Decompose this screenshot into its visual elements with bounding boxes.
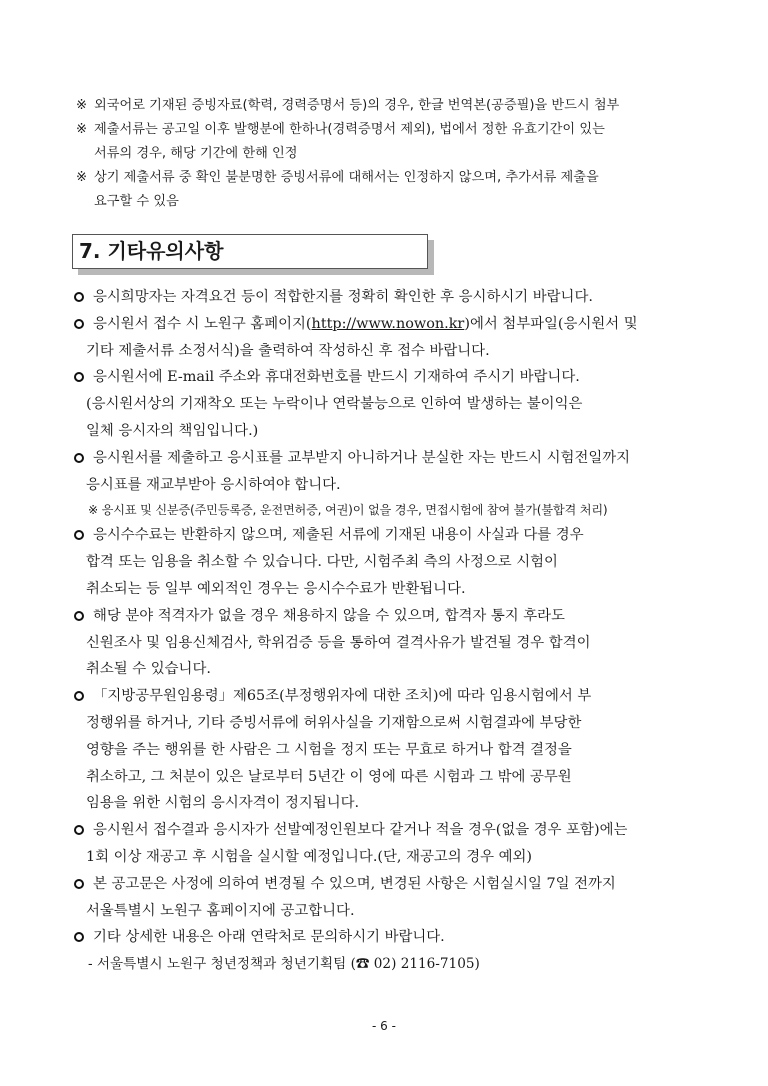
list-item-continuation: 취소되는 등 일부 예외적인 경우는 응시수수료가 반환됩니다. [86, 580, 466, 597]
list-item-continuation: (응시원서상의 기재착오 또는 누락이나 연락불능으로 인하여 발생하는 불이익은 [86, 396, 583, 413]
section-title: 7. 기타유의사항 [79, 239, 224, 263]
circle-bullet-icon [74, 292, 84, 302]
circle-bullet-icon [74, 879, 84, 889]
note-line: 서류의 경우, 해당 기간에 한해 인정 [94, 146, 298, 161]
list-item-continuation: 합격 또는 임용을 취소할 수 있습니다. 다만, 시험주최 측의 사정으로 시험이 [86, 554, 558, 571]
circle-bullet-icon [74, 319, 84, 329]
note-line: 요구할 수 있음 [94, 194, 179, 209]
section-header [72, 234, 428, 269]
page-number: - 6 - [372, 1019, 396, 1033]
notice-list [74, 284, 704, 978]
circle-bullet-icon [74, 453, 84, 463]
list-item-continuation: 취소될 수 있습니다. [86, 661, 211, 678]
list-item-continuation: 영향을 주는 행위를 한 사람은 그 시험을 정지 또는 무효로 하거나 합격 결정을 [86, 741, 572, 758]
note-line: ※ 제출서류는 공고일 이후 발행분에 한하나(경력증명서 제외), 법에서 정한 유효기간이 있는 [76, 122, 605, 137]
list-item: 응시원서에 E-mail 주소와 휴대전화번호를 반드시 기재하여 주시기 바랍니다. [74, 364, 704, 391]
list-item-continuation: 일체 응시자의 책임입니다.) [86, 422, 259, 439]
circle-bullet-icon [74, 932, 84, 942]
list-item-continuation: 취소하고, 그 처분이 있은 날로부터 5년간 이 영에 따른 시험과 그 밖에 공무원 [86, 768, 572, 785]
list-item: 응시수수료는 반환하지 않으며, 제출된 서류에 기재된 내용이 사실과 다를 경우 [74, 522, 704, 549]
list-item: 응시원서를 제출하고 응시표를 교부받지 아니하거나 분실한 자는 반드시 시험전일까지 [74, 445, 704, 472]
circle-bullet-icon [74, 691, 84, 701]
list-item-continuation: 1회 이상 재공고 후 시험을 실시할 예정입니다.(단, 재공고의 경우 예외) [86, 848, 533, 865]
list-item-continuation: 서울특별시 노원구 홈페이지에 공고합니다. [86, 902, 355, 919]
list-item-note: ※ 응시표 및 신분증(주민등록증, 운전면허증, 여권)이 없을 경우, 면접시험에 참여 불가(불합격 처리) [88, 503, 608, 518]
circle-bullet-icon [74, 611, 84, 621]
list-item: 응시희망자는 자격요건 등이 적합한지를 정확히 확인한 후 응시하시기 바랍니다. [74, 284, 704, 311]
list-item-continuation: 응시표를 재교부받아 응시하여야 합니다. [86, 476, 341, 493]
document-notes [76, 94, 706, 214]
list-item: 본 공고문은 사정에 의하여 변경될 수 있으며, 변경된 사항은 시험실시일 7일 전까지 [74, 871, 704, 898]
homepage-link[interactable]: http://www.nowon.kr [311, 315, 465, 332]
list-item: 응시원서 접수 시 노원구 홈페이지(http://www.nowon.kr)에서 첨부파일(응시원서 및 [74, 311, 704, 338]
list-item-continuation: 신원조사 및 임용신체검사, 학위검증 등을 통하여 결격사유가 발견될 경우 합격이 [86, 634, 591, 651]
contact-line: - 서울특별시 노원구 청년정책과 청년기획팀 (☎ 02) 2116-7105) [88, 956, 480, 973]
note-line: ※ 외국어로 기재된 증빙자료(학력, 경력증명서 등)의 경우, 한글 번역본(공증필)을 반드시 첨부 [76, 98, 620, 113]
note-line: ※ 상기 제출서류 중 확인 불분명한 증빙서류에 대해서는 인정하지 않으며, 추가서류 제출을 [76, 170, 599, 185]
circle-bullet-icon [74, 825, 84, 835]
list-item: 기타 상세한 내용은 아래 연락처로 문의하시기 바랍니다. [74, 924, 704, 951]
list-item-continuation: 임용을 위한 시험의 응시자격이 정지됩니다. [86, 795, 360, 812]
circle-bullet-icon [74, 530, 84, 540]
list-item: 응시원서 접수결과 응시자가 선발예정인원보다 같거나 적을 경우(없을 경우 포함)에는 [74, 817, 704, 844]
list-item: 해당 분야 적격자가 없을 경우 채용하지 않을 수 있으며, 합격자 통지 후라도 [74, 603, 704, 630]
list-item-continuation: 기타 제출서류 소정서식)을 출력하여 작성하신 후 접수 바랍니다. [86, 342, 490, 359]
list-item: 「지방공무원임용령」제65조(부정행위자에 대한 조치)에 따라 임용시험에서 부 [74, 683, 704, 710]
list-item-continuation: 정행위를 하거나, 기타 증빙서류에 허위사실을 기재함으로써 시험결과에 부당한 [86, 714, 582, 731]
circle-bullet-icon [74, 372, 84, 382]
